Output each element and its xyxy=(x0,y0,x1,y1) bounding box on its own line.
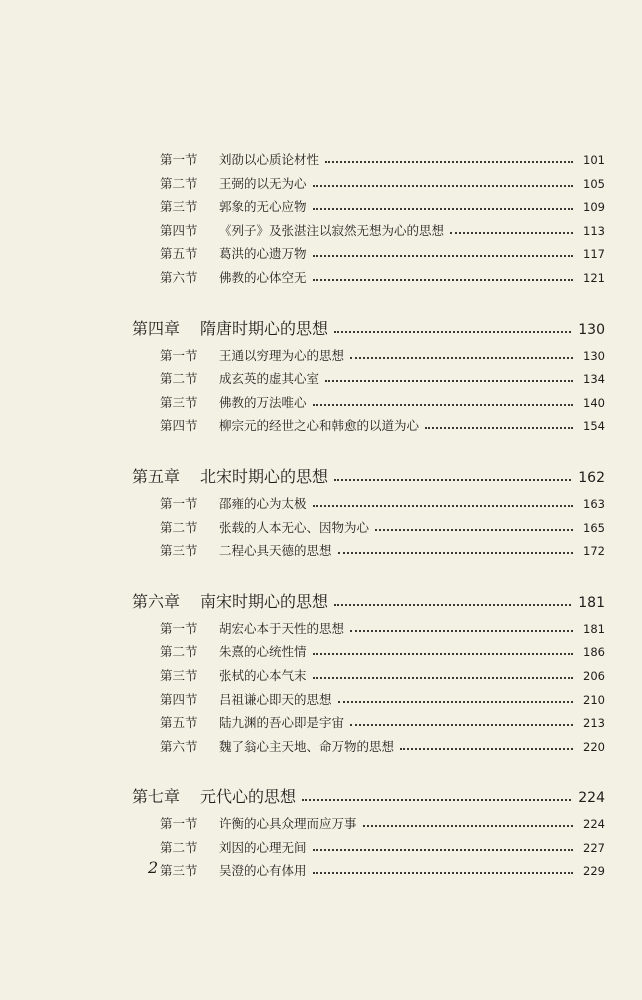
dot-leader xyxy=(425,417,573,429)
section-title: 葛洪的心遗万物 xyxy=(219,246,307,262)
section-number: 第二节 xyxy=(160,519,198,535)
section-title: 王通以穷理为心的思想 xyxy=(219,347,345,363)
page-ref: 181 xyxy=(578,594,605,611)
page-ref: 229 xyxy=(583,864,605,879)
page-ref: 206 xyxy=(583,668,605,683)
section-entry xyxy=(0,812,642,836)
section-title: 郭象的无心应物 xyxy=(219,199,307,215)
section-title: 佛教的心体空无 xyxy=(219,269,307,285)
page-ref: 121 xyxy=(583,270,605,285)
section-entry xyxy=(0,344,642,368)
section-entry xyxy=(0,266,642,290)
section-number: 第四节 xyxy=(160,222,198,238)
section-number: 第三节 xyxy=(160,199,198,215)
chapter-title: 元代心的思想 xyxy=(200,787,297,807)
section-title: 刘因的心理无间 xyxy=(219,839,307,855)
section-entry xyxy=(0,391,642,415)
section-number: 第三节 xyxy=(160,667,198,683)
section-title: 张载的人本无心、因物为心 xyxy=(219,519,370,535)
dot-leader xyxy=(325,370,573,382)
section-title: 刘劭以心质论材性 xyxy=(219,152,320,167)
chapter-number: 第四章 xyxy=(132,318,181,338)
section-title: 佛教的万法唯心 xyxy=(219,394,307,410)
section-entry xyxy=(0,664,642,688)
page-ref: 154 xyxy=(583,419,605,434)
section-title: 成玄英的虚其心室 xyxy=(219,371,320,387)
toc-group xyxy=(0,314,642,438)
section-title: 张栻的心本气末 xyxy=(219,667,307,683)
page-ref: 172 xyxy=(583,544,605,559)
section-title: 王弼的以无为心 xyxy=(219,175,307,191)
chapter-entry xyxy=(0,462,642,492)
dot-leader xyxy=(313,862,573,874)
dot-leader xyxy=(313,839,573,851)
section-entry xyxy=(0,859,642,883)
section-title: 魏了翁心主天地、命万物的思想 xyxy=(219,738,395,754)
page-ref: 162 xyxy=(578,469,605,486)
page-ref: 163 xyxy=(583,496,605,511)
toc-group xyxy=(0,148,642,290)
section-entry xyxy=(0,836,642,860)
section-entry xyxy=(0,242,642,266)
section-entry xyxy=(0,735,642,759)
chapter-entry xyxy=(0,587,642,617)
section-number: 第三节 xyxy=(160,543,198,559)
chapter-number: 第七章 xyxy=(132,787,181,807)
section-entry xyxy=(0,367,642,391)
section-number: 第三节 xyxy=(160,394,198,410)
section-title: 胡宏心本于天性的思想 xyxy=(219,620,345,636)
section-entry xyxy=(0,688,642,712)
page-ref: 105 xyxy=(583,176,605,191)
section-title: 陆九渊的吾心即是宇宙 xyxy=(219,715,345,731)
dot-leader xyxy=(313,667,573,679)
section-entry xyxy=(0,195,642,219)
dot-leader xyxy=(334,469,571,481)
page-number: 2 xyxy=(148,858,159,877)
page-ref: 134 xyxy=(583,372,605,387)
section-title: 《列子》及张湛注以寂然无想为心的思想 xyxy=(219,222,445,238)
table-of-contents xyxy=(0,148,642,907)
page-ref: 130 xyxy=(583,348,605,363)
section-entry xyxy=(0,172,642,196)
dot-leader xyxy=(313,198,573,210)
section-number: 第一节 xyxy=(160,152,198,167)
page-ref: 101 xyxy=(583,153,605,167)
page-ref: 224 xyxy=(578,790,605,807)
page-ref: 220 xyxy=(583,739,605,754)
section-entry xyxy=(0,492,642,516)
toc-group xyxy=(0,462,642,563)
chapter-number: 第六章 xyxy=(132,591,181,611)
section-title: 柳宗元的经世之心和韩愈的以道为心 xyxy=(219,418,420,434)
dot-leader xyxy=(450,222,573,234)
dot-leader xyxy=(338,542,573,554)
section-entry xyxy=(0,711,642,735)
page-ref: 165 xyxy=(583,520,605,535)
section-entry xyxy=(0,414,642,438)
toc-group xyxy=(0,587,642,759)
section-number: 第一节 xyxy=(160,495,198,511)
section-number: 第二节 xyxy=(160,644,198,660)
dot-leader xyxy=(400,738,573,750)
section-number: 第六节 xyxy=(160,738,198,754)
page-ref: 227 xyxy=(583,840,605,855)
dot-leader xyxy=(350,714,573,726)
section-number: 第四节 xyxy=(160,691,198,707)
section-number: 第一节 xyxy=(160,620,198,636)
section-number: 第五节 xyxy=(160,715,198,731)
section-title: 朱熹的心统性情 xyxy=(219,644,307,660)
dot-leader xyxy=(302,789,571,801)
section-title: 二程心具天德的思想 xyxy=(219,543,332,559)
dot-leader xyxy=(350,347,573,359)
chapter-title: 北宋时期心的思想 xyxy=(200,466,329,486)
section-number: 第二节 xyxy=(160,175,198,191)
section-title: 吴澄的心有体用 xyxy=(219,863,307,879)
section-number: 第三节 xyxy=(160,863,198,879)
chapter-title: 南宋时期心的思想 xyxy=(200,591,329,611)
dot-leader xyxy=(375,519,573,531)
toc-group xyxy=(0,782,642,883)
page-ref: 140 xyxy=(583,395,605,410)
page-ref: 113 xyxy=(583,223,605,238)
dot-leader xyxy=(363,815,573,827)
section-number: 第四节 xyxy=(160,418,198,434)
dot-leader xyxy=(350,620,573,632)
dot-leader xyxy=(313,245,573,257)
chapter-entry xyxy=(0,782,642,812)
section-number: 第一节 xyxy=(160,816,198,832)
section-number: 第一节 xyxy=(160,347,198,363)
page-ref: 186 xyxy=(583,645,605,660)
dot-leader xyxy=(313,269,573,281)
dot-leader xyxy=(313,175,573,187)
section-number: 第六节 xyxy=(160,269,198,285)
section-entry xyxy=(0,539,642,563)
page-ref: 213 xyxy=(583,716,605,731)
section-title: 吕祖谦心即天的思想 xyxy=(219,691,332,707)
section-number: 第二节 xyxy=(160,839,198,855)
section-entry xyxy=(0,640,642,664)
section-entry xyxy=(0,617,642,641)
dot-leader xyxy=(334,321,571,333)
section-title: 许衡的心具众理而应万事 xyxy=(219,816,357,832)
section-entry xyxy=(0,219,642,243)
page-ref: 181 xyxy=(583,621,605,636)
dot-leader xyxy=(313,643,573,655)
dot-leader xyxy=(325,151,573,163)
chapter-number: 第五章 xyxy=(132,466,181,486)
page-ref: 130 xyxy=(578,321,605,338)
section-number: 第二节 xyxy=(160,371,198,387)
dot-leader xyxy=(334,594,571,606)
page-ref: 210 xyxy=(583,692,605,707)
page-ref: 109 xyxy=(583,200,605,215)
page-ref: 117 xyxy=(583,247,605,262)
section-title: 邵雍的心为太极 xyxy=(219,495,307,511)
section-entry xyxy=(0,148,642,172)
chapter-title: 隋唐时期心的思想 xyxy=(200,318,329,338)
page-ref: 224 xyxy=(583,817,605,832)
dot-leader xyxy=(313,394,573,406)
section-entry xyxy=(0,516,642,540)
chapter-entry xyxy=(0,314,642,344)
section-number: 第五节 xyxy=(160,246,198,262)
dot-leader xyxy=(313,495,573,507)
dot-leader xyxy=(338,691,573,703)
